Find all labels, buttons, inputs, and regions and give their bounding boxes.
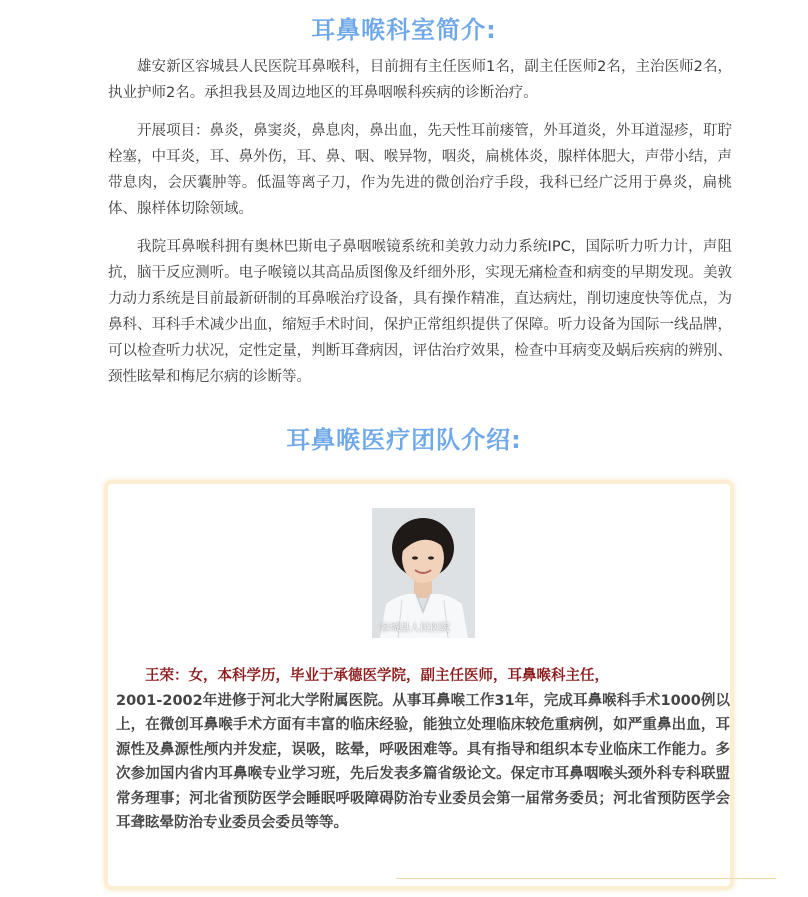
doctor-bio (116, 664, 730, 836)
doctor-bio-lead: 王荣：女，本科学历，毕业于承德医学院，副主任医师，耳鼻喉科主任， (145, 668, 609, 684)
doctor-photo (372, 508, 475, 638)
doctor-card (104, 480, 734, 890)
photo-watermark: 容城县人民医院 (380, 623, 450, 634)
intro-paragraph: 雄安新区容城县人民医院耳鼻喉科，目前拥有主任医师1名，副主任医师2名，主治医师2名，执业护师2名。承担我县及周边地区的耳鼻咽喉科疾病的诊断治疗。 (108, 59, 732, 101)
doctor-bio-body: 2001-2002年进修于河北大学附属医院。从事耳鼻喉工作31年，完成耳鼻喉科手术1000例以上，在微创耳鼻喉手术方面有丰富的临床经验，能独立处理临床较危重病例，如严重鼻出血，耳源性及鼻源性颅内并发症，误吸，眩晕，呼吸困难等。具有指导和组织本专业临床工作能力。多次参加国内省内耳鼻喉专业学习班，先后发表多篇省级论文。保定市耳鼻咽喉头颈外科专科联盟常务理事；河北省预防医学会睡眠呼吸障碍防治专业委员会第一届常务委员；河北省预防医学会耳聋眩晕防治专业委员会委员等等。 (116, 692, 730, 831)
department-intro (108, 54, 732, 402)
intro-paragraph: 我院耳鼻喉科拥有奥林巴斯电子鼻咽喉镜系统和美敦力动力系统IPC，国际听力听力计，声阻抗，脑干反应测听。电子喉镜以其高品质图像及纤细外形，实现无痛检查和病变的早期发现。美敦力动力系统是目前最新研制的耳鼻喉治疗设备，具有操作精准，直达病灶，削切速度快等优点，为鼻科、耳科手术减少出血，缩短手术时间，保护正常组织提供了保障。听力设备为国际一线品牌，可以检查听力状况，定性定量，判断耳聋病因，评估治疗效果，检查中耳病变及蜗后疾病的辨别、颈性眩晕和梅尼尔病的诊断等。 (108, 239, 732, 385)
decorative-divider (396, 878, 776, 879)
department-intro-title: 耳鼻喉科室简介: (311, 16, 497, 44)
team-intro-title: 耳鼻喉医疗团队介绍: (286, 426, 522, 454)
intro-paragraph: 开展项目：鼻炎，鼻窦炎，鼻息肉，鼻出血，先天性耳前瘘管，外耳道炎，外耳道湿疹，耵聍栓塞，中耳炎，耳、鼻外伤，耳、鼻、咽、喉异物，咽炎，扁桃体炎，腺样体肥大，声带小结，声带息肉，会厌囊肿等。低温等离子刀，作为先进的微创治疗手段，我科已经广泛用于鼻炎，扁桃体、腺样体切除领域。 (108, 123, 732, 217)
